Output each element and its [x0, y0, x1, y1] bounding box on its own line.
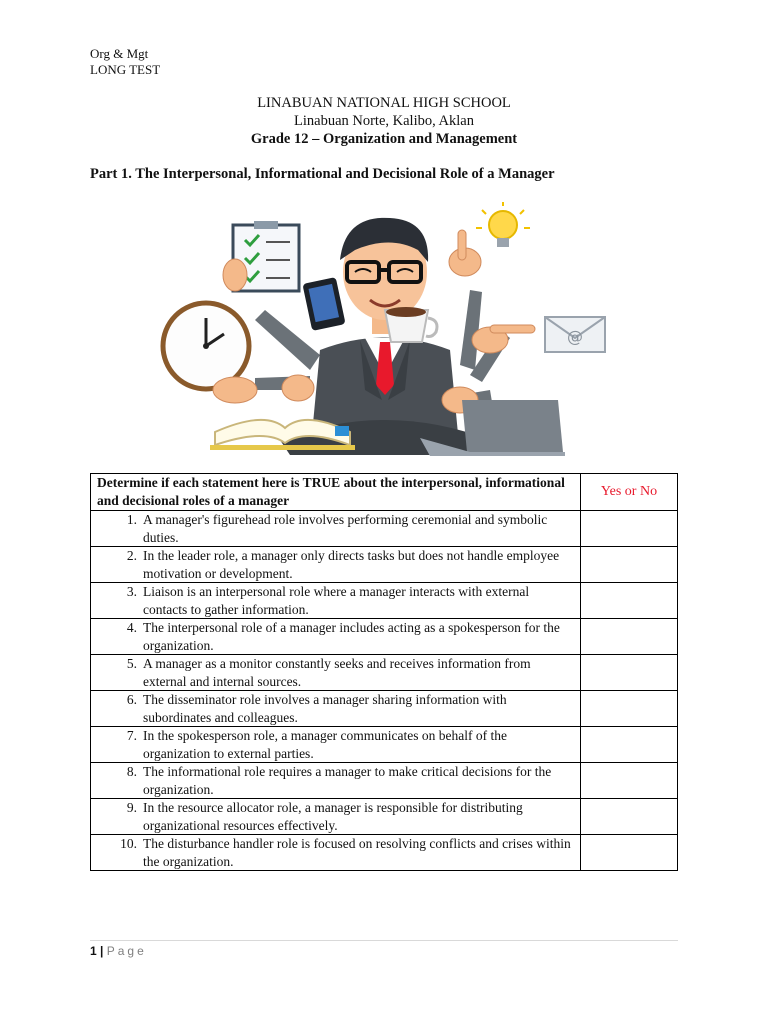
answer-cell[interactable] [581, 619, 678, 655]
item-statement: The interpersonal role of a manager includes acting as a spokesperson for the organization. [143, 620, 560, 653]
table-row [91, 511, 678, 547]
item-number: 1. [126, 512, 137, 527]
table-row [91, 835, 678, 871]
item-statement: The informational role requires a manager to make critical decisions for the organization. [143, 764, 552, 797]
header-test-type: LONG TEST [90, 62, 161, 77]
item-statement: A manager as a monitor constantly seeks and receives information from external and internal sources. [143, 656, 531, 689]
answer-cell[interactable] [581, 835, 678, 871]
page-number: 1 [90, 944, 97, 958]
item-statement: A manager's figurehead role involves performing ceremonial and symbolic duties. [143, 512, 548, 545]
item-number: 8. [126, 764, 137, 779]
table-row [91, 799, 678, 835]
part-title: Part 1. The Interpersonal, Informational and Decisional Role of a Manager [90, 166, 555, 182]
table-row [91, 583, 678, 619]
answer-cell[interactable] [581, 547, 678, 583]
header-subject: Org & Mgt [90, 46, 149, 61]
item-statement: The disseminator role involves a manager sharing information with subordinates and colleagues. [143, 692, 507, 725]
table-row [91, 763, 678, 799]
table-row [91, 619, 678, 655]
page-label: Page [106, 944, 147, 958]
item-statement: In the leader role, a manager only directs tasks but does not handle employee motivation or development. [143, 548, 560, 581]
item-statement: In the resource allocator role, a manager is responsible for distributing organizational resources effectively. [143, 800, 523, 833]
table-row [91, 547, 678, 583]
table-row [91, 727, 678, 763]
item-statement: Liaison is an interpersonal role where a manager interacts with external contacts to gather information. [143, 584, 530, 617]
answer-cell[interactable] [581, 799, 678, 835]
table-row [91, 655, 678, 691]
answer-cell[interactable] [581, 691, 678, 727]
item-number: 9. [126, 800, 137, 815]
school-name: LINABUAN NATIONAL HIGH SCHOOL [257, 95, 511, 111]
answer-cell[interactable] [581, 727, 678, 763]
multitasking-manager-illustration [160, 200, 610, 458]
lightbulb-icon [476, 202, 530, 247]
question-table [90, 473, 678, 871]
open-book-icon [210, 420, 355, 450]
footer-divider [90, 940, 678, 941]
item-number: 10. [120, 836, 137, 851]
item-number: 7. [126, 728, 137, 743]
page-footer [90, 944, 147, 958]
answer-cell[interactable] [581, 511, 678, 547]
item-number: 2. [126, 548, 137, 563]
answer-column-header: Yes or No [581, 474, 678, 511]
item-number: 3. [126, 584, 137, 599]
item-number: 6. [126, 692, 137, 707]
coffee-cup-icon [385, 307, 437, 342]
item-statement: In the spokesperson role, a manager communicates on behalf of the organization to external parties. [143, 728, 507, 761]
smartphone-icon [302, 277, 345, 331]
answer-cell[interactable] [581, 655, 678, 691]
footer-separator: | [100, 944, 104, 958]
item-statement: The disturbance handler role is focused on resolving conflicts and crises within the organization. [143, 836, 571, 869]
course-title: Grade 12 – Organization and Management [250, 131, 518, 147]
svg-text:@: @ [567, 327, 583, 346]
answer-cell[interactable] [581, 763, 678, 799]
answer-cell[interactable] [581, 583, 678, 619]
item-number: 5. [126, 656, 137, 671]
clock-icon [163, 303, 249, 389]
school-address: Linabuan Norte, Kalibo, Aklan [294, 113, 474, 129]
email-envelope-icon [545, 317, 605, 352]
item-number: 4. [126, 620, 137, 635]
table-row [91, 691, 678, 727]
document-header [90, 46, 160, 78]
table-instruction: Determine if each statement here is TRUE about the interpersonal, informational and decisional roles of a manager [91, 474, 581, 511]
